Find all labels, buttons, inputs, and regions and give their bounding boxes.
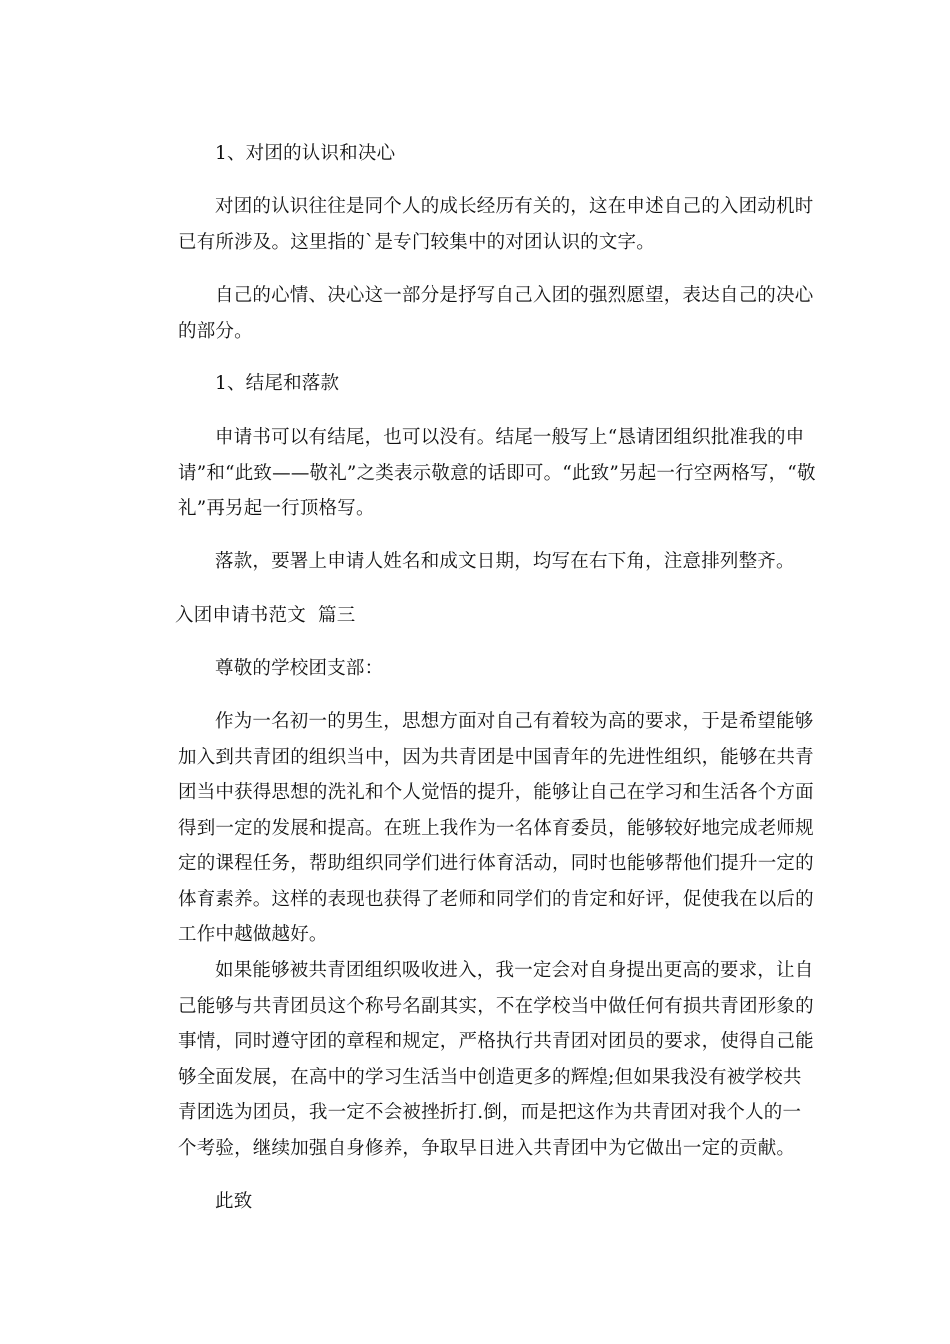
salutation: 尊敬的学校团支部： bbox=[215, 658, 384, 679]
paragraph-signature: 落款，要署上申请人姓名和成文日期，均写在右下角，注意排列整齐。 bbox=[215, 551, 795, 572]
section-heading-ending: 1、结尾和落款 bbox=[215, 373, 340, 394]
closing-cizhi: 此致 bbox=[215, 1191, 253, 1212]
section-heading-recognition: 1、对团的认识和决心 bbox=[215, 143, 396, 164]
paragraph-determination: 自己的心情、决心这一部分是抒写自己入团的强烈愿望，表达自己的决心的部分。 bbox=[178, 285, 814, 342]
article-title: 入团申请书范文 篇三 bbox=[175, 605, 356, 626]
body-paragraph-2: 如果能够被共青团组织吸收进入，我一定会对自身提出更高的要求，让自己能够与共青团员这个称号名副其实，不在学校当中做任何有损共青团形象的事情，同时遵守团的章程和规定，严格执行共青团对团员的要求，使得自己能够全面发展，在高中的学习生活当中创造更多的辉煌;但如果我没有被学校共青团选为团员，我一定不会被挫折打.倒，而是把这作为共青团对我个人的一个考验，继续加强自身修养，争取早日进入共青团中为它做出一定的贡献。 bbox=[178, 960, 814, 1159]
body-paragraph-1: 作为一名初一的男生，思想方面对自己有着较为高的要求，于是希望能够加入到共青团的组织当中，因为共青团是中国青年的先进性组织，能够在共青团当中获得思想的洗礼和个人觉悟的提升，能够让自己在学习和生活各个方面得到一定的发展和提高。在班上我作为一名体育委员，能够较好地完成老师规定的课程任务，帮助组织同学们进行体育活动，同时也能够帮他们提升一定的体育素养。这样的表现也获得了老师和同学们的肯定和好评，促使我在以后的工作中越做越好。 bbox=[178, 711, 814, 945]
paragraph-ending: 申请书可以有结尾，也可以没有。结尾一般写上“恳请团组织批准我的申请”和“此致——敬礼”之类表示敬意的话即可。“此致”另起一行空两格写，“敬礼”再另起一行顶格写。 bbox=[178, 427, 816, 519]
paragraph-recognition: 对团的认识往往是同个人的成长经历有关的，这在申述自己的入团动机时已有所涉及。这里指的`是专门较集中的对团认识的文字。 bbox=[178, 196, 814, 253]
